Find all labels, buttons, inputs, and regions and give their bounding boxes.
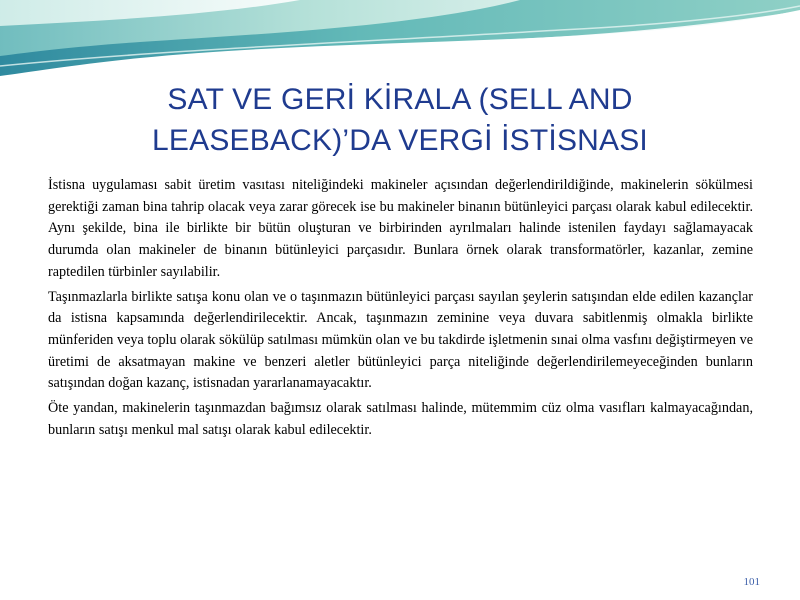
- slide-title-line-2: LEASEBACK)’DA VERGİ İSTİSNASI: [152, 124, 648, 157]
- slide-title-line-1: SAT VE GERİ KİRALA (SELL AND: [167, 83, 633, 116]
- slide-title: [40, 79, 760, 161]
- paragraph-2: Taşınmazlarla birlikte satışa konu olan ve o taşınmazın bütünleyici parçası sayılan şeylerin satışından elde edilen kazançlar da istisna kapsamında değerlendirilecektir. Ancak, taşınmazın zeminine veya duvara sabitlenmiş olmakla birlikte münferiden veya toplu olarak sökülüp satılması mümkün olan ve bu takdirde işletmenin sınai olma vasfını değiştirmeyen ve üretimi de aksatmayan makine ve benzeri aletler bütünleyici parça niteliğinde değerlendirilemeyeceğinden bunların satışından doğan kazanç, istisnadan yararlanamayacaktır.: [48, 288, 753, 392]
- page-number: 101: [743, 576, 760, 588]
- decorative-wave-banner: [0, 0, 800, 80]
- paragraph-1: İstisna uygulaması sabit üretim vasıtası niteliğindeki makineler açısından değerlendirildiğinde, makinelerin sökülmesi gerektiği zaman bina tahrip olacak veya zarar görecek ise bu makineler binanın bütünleyici parçası olarak kabul edilecektir. Aynı şekilde, bina ile birlikte bir bütün oluşturan ve birbirinden ayrılmaları halinde istenilen faydayı sağlamayacak durumda olan makineler de binanın bütünleyici parçasıdır. Bunlara örnek olarak transformatörler, kazanlar, zemine raptedilen türbinler sayılabilir.: [48, 177, 753, 280]
- paragraph-3: Öte yandan, makinelerin taşınmazdan bağımsız olarak satılması halinde, mütemmim cüz olma vasıfları kalmayacağından, bunların satışı menkul mal satışı olarak kabul edilecektir.: [48, 400, 753, 438]
- slide-body: [48, 175, 753, 444]
